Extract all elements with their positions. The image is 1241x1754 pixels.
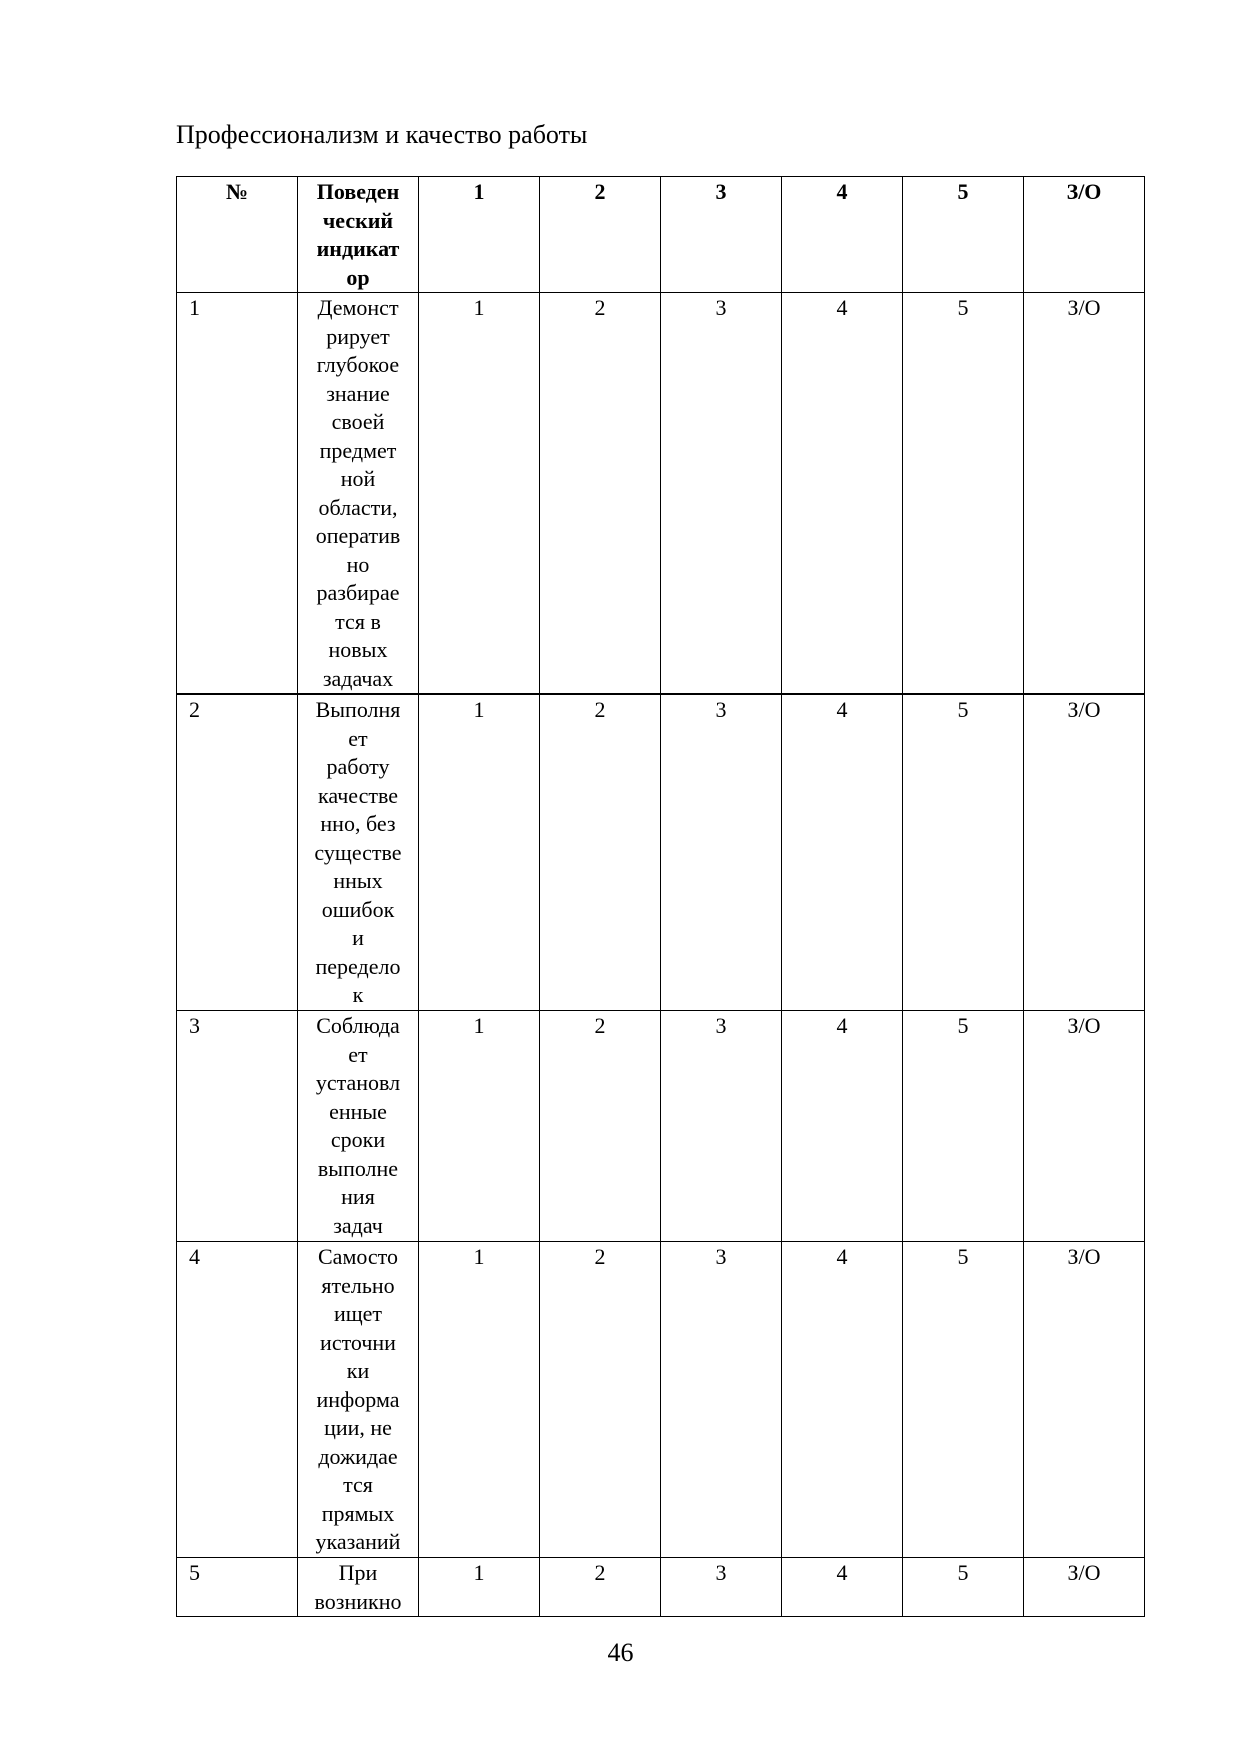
indicator-line: нных	[333, 868, 383, 893]
score-zo-cell: З/О	[1024, 694, 1145, 1011]
score-3-cell: 3	[661, 694, 782, 1011]
header-indicator-line: индикат	[316, 236, 400, 261]
indicator-line: оператив	[315, 523, 401, 548]
score-3-cell: 3	[661, 1242, 782, 1558]
indicator-line: Соблюда	[316, 1013, 400, 1038]
header-score-5: 5	[903, 177, 1024, 293]
row-number: 1	[177, 293, 298, 695]
score-zo-cell: З/О	[1024, 1242, 1145, 1558]
table-row	[177, 1011, 1145, 1242]
behavior-indicator	[298, 1558, 419, 1617]
score-3-cell: 3	[661, 1011, 782, 1242]
indicator-line: ошибок	[321, 896, 395, 922]
score-2-cell: 2	[540, 293, 661, 695]
indicator-line: переделo	[315, 953, 401, 979]
score-4-cell: 4	[782, 1242, 903, 1558]
score-1-cell: 1	[419, 1011, 540, 1242]
score-zo-cell: З/О	[1024, 1011, 1145, 1242]
indicator-line: выполне	[317, 1155, 399, 1181]
score-5-cell: 5	[903, 1011, 1024, 1242]
indicator-line: к	[352, 982, 364, 1007]
indicator-line: работу	[326, 754, 390, 779]
score-1-cell: 1	[419, 694, 540, 1011]
indicator-line: задачах	[322, 665, 394, 691]
indicator-line: рирует	[326, 323, 390, 349]
indicator-line: ки	[346, 1358, 370, 1383]
indicator-line: тся	[343, 1472, 373, 1497]
score-4-cell: 4	[782, 293, 903, 695]
section-title: Профессионализм и качество работы	[176, 120, 588, 149]
score-2-cell: 2	[540, 1242, 661, 1558]
indicator-line: Демонст	[317, 295, 399, 320]
indicator-line: своей	[331, 409, 385, 434]
behavior-rating-table	[176, 176, 1145, 1617]
header-indicator	[298, 177, 419, 293]
score-4-cell: 4	[782, 1558, 903, 1617]
indicator-line: существе	[314, 839, 402, 865]
score-5-cell: 5	[903, 293, 1024, 695]
score-2-cell: 2	[540, 1558, 661, 1617]
score-5-cell: 5	[903, 1558, 1024, 1617]
indicator-line: новых	[328, 637, 388, 662]
indicator-line: ятельно	[321, 1272, 395, 1298]
header-score-1: 1	[419, 177, 540, 293]
indicator-line: источни	[320, 1329, 396, 1355]
table-row	[177, 694, 1145, 1011]
score-2-cell: 2	[540, 1011, 661, 1242]
score-1-cell: 1	[419, 1558, 540, 1617]
indicator-line: и	[352, 925, 364, 950]
indicator-line: указаний	[315, 1529, 401, 1554]
indicator-line: возникно	[314, 1588, 402, 1614]
table-row	[177, 1242, 1145, 1558]
page-number: 46	[607, 1638, 634, 1667]
indicator-line: информа	[316, 1386, 400, 1412]
indicator-line: ет	[348, 1041, 368, 1067]
score-zo-cell: З/О	[1024, 1558, 1145, 1617]
header-indicator-line: Поведен	[316, 179, 400, 204]
score-zo-cell: З/О	[1024, 293, 1145, 695]
indicator-line: знание	[326, 380, 390, 406]
indicator-line: глубокое	[316, 352, 400, 377]
behavior-indicator	[298, 1242, 419, 1558]
row-number: 4	[177, 1242, 298, 1558]
table-row	[177, 1558, 1145, 1617]
indicator-line: области,	[318, 494, 398, 520]
score-4-cell: 4	[782, 694, 903, 1011]
score-5-cell: 5	[903, 694, 1024, 1011]
header-score-4: 4	[782, 177, 903, 293]
row-number: 5	[177, 1558, 298, 1617]
score-4-cell: 4	[782, 1011, 903, 1242]
indicator-line: но	[346, 551, 370, 577]
header-score-zo: З/О	[1024, 177, 1145, 293]
indicator-line: ной	[340, 466, 376, 491]
header-indicator-line: ор	[346, 264, 370, 290]
indicator-line: енные	[329, 1098, 387, 1124]
indicator-line: задач	[333, 1212, 383, 1238]
indicator-line: качестве	[317, 782, 399, 808]
header-indicator-line: ческий	[322, 207, 394, 233]
score-3-cell: 3	[661, 293, 782, 695]
indicator-line: сроки	[330, 1127, 386, 1152]
table-body	[177, 293, 1145, 1617]
indicator-line: ет	[348, 725, 368, 751]
indicator-line: Самосто	[318, 1244, 398, 1269]
score-1-cell: 1	[419, 1242, 540, 1558]
score-3-cell: 3	[661, 1558, 782, 1617]
indicator-line: прямых	[321, 1500, 395, 1526]
score-5-cell: 5	[903, 1242, 1024, 1558]
indicator-line: ния	[341, 1184, 375, 1209]
row-number: 2	[177, 694, 298, 1011]
table-row	[177, 293, 1145, 695]
row-number: 3	[177, 1011, 298, 1242]
header-number: №	[177, 177, 298, 293]
score-2-cell: 2	[540, 694, 661, 1011]
indicator-line: Выполня	[315, 697, 401, 722]
indicator-line: разбирае	[316, 580, 400, 605]
score-1-cell: 1	[419, 293, 540, 695]
indicator-line: предмет	[319, 437, 397, 463]
indicator-line: При	[338, 1560, 378, 1585]
behavior-indicator	[298, 293, 419, 695]
header-score-3: 3	[661, 177, 782, 293]
indicator-line: нно, без	[320, 811, 396, 836]
behavior-indicator	[298, 694, 419, 1011]
indicator-line: тся в	[335, 608, 381, 634]
indicator-line: дожидае	[318, 1443, 398, 1469]
indicator-line: ищет	[333, 1301, 383, 1326]
indicator-line: установл	[315, 1070, 401, 1095]
header-score-2: 2	[540, 177, 661, 293]
table-header-row	[177, 177, 1145, 293]
indicator-line: ции, не	[324, 1415, 392, 1440]
behavior-indicator	[298, 1011, 419, 1242]
